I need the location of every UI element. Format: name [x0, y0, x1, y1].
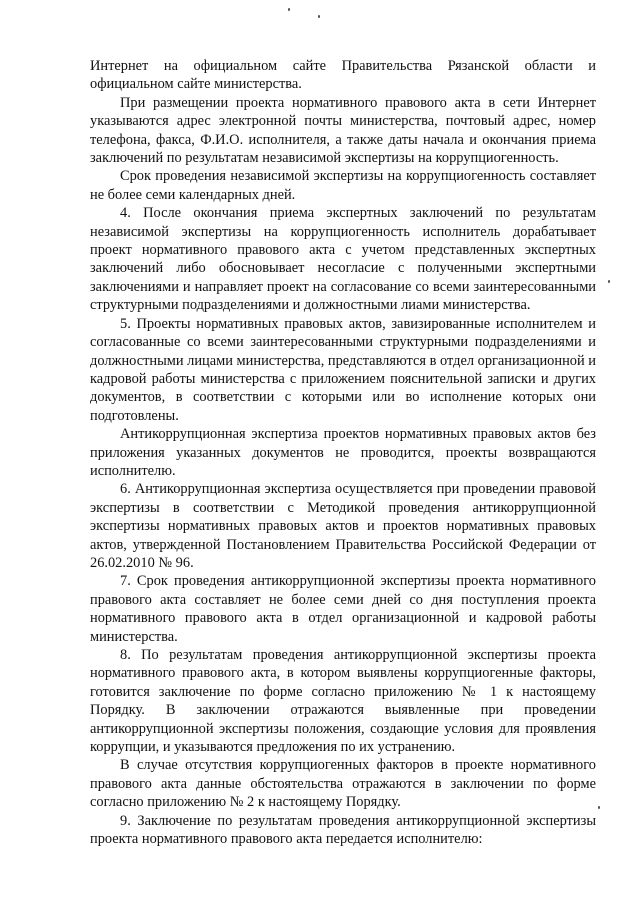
scan-speck	[608, 280, 610, 283]
paragraph: Антикоррупционная экспертиза проектов нормативных правовых актов без приложения указанных документов не проводится, проекты возвращаются исполнителю.	[90, 426, 596, 479]
scan-speck	[318, 15, 320, 18]
paragraph: 7. Срок проведения антикоррупционной экспертизы проекта нормативного правового акта составляет не более семи дней со дня поступления проекта нормативного правового акта в отдел организационной и кадровой работы министерства.	[90, 573, 596, 645]
paragraph: 4. После окончания приема экспертных заключений по результатам независимой экспертизы на коррупциогенность исполнитель дорабатывает проект нормативного правового акта с учетом представленных экспертных заключений либо обосновывает несогласие с полученными экспертными заключениями и направляет проект на согласование со всеми заинтересованными структурными подразделениями и должностными лиами министерства.	[90, 205, 596, 314]
paragraph: 5. Проекты нормативных правовых актов, завизированные исполнителем и согласованные со всеми заинтересованными структурными подразделениями и должностными лицами министерства, представляются в отдел организационной и кадровой работы министерства с приложением пояснительной записки и других документов, в соответствии с которыми или во исполнение которых они подготовлены.	[90, 315, 596, 424]
paragraph: Срок проведения независимой экспертизы на коррупциогенность составляет не более семи календарных дней.	[90, 168, 596, 203]
paragraph: Интернет на официальном сайте Правительства Рязанской области и официальном сайте министерства.	[90, 58, 596, 93]
scan-speck	[288, 8, 290, 11]
paragraph: При размещении проекта нормативного правового акта в сети Интернет указываются адрес электронной почты министерства, почтовый адрес, номер телефона, факса, Ф.И.О. исполнителя, а также даты начала и окончания приема заключений по результатам независимой экспертизы на коррупциогенность.	[90, 94, 596, 167]
paragraph: 8. По результатам проведения антикоррупционной экспертизы проекта нормативного правового акта, в котором выявлены коррупциогенные факторы, готовится заключение по форме согласно приложению № 1 к настоящему Порядку. В заключении отражаются выявленные при проведении антикоррупционной экспертизы положения, создающие условия для проявления коррупции, и указываются предложения по их устранению.	[90, 647, 596, 756]
paragraph: 9. Заключение по результатам проведения антикоррупционной экспертизы проекта нормативного правового акта передается исполнителю:	[90, 812, 596, 848]
paragraph: 6. Антикоррупционная экспертиза осуществляется при проведении правовой экспертизы в соответствии с Методикой проведения антикоррупционной экспертизы нормативных правовых актов и проектов нормативных правовых актов, утвержденной Постановлением Правительства Российской Федерации от 26.02.2010 № 96.	[90, 481, 596, 571]
scan-speck	[598, 806, 600, 809]
paragraph: В случае отсутствия коррупциогенных факторов в проекте нормативного правового акта данные обстоятельства отражаются в заключении по форме согласно приложению № 2 к настоящему Порядку.	[90, 757, 596, 811]
document-body	[90, 57, 596, 848]
